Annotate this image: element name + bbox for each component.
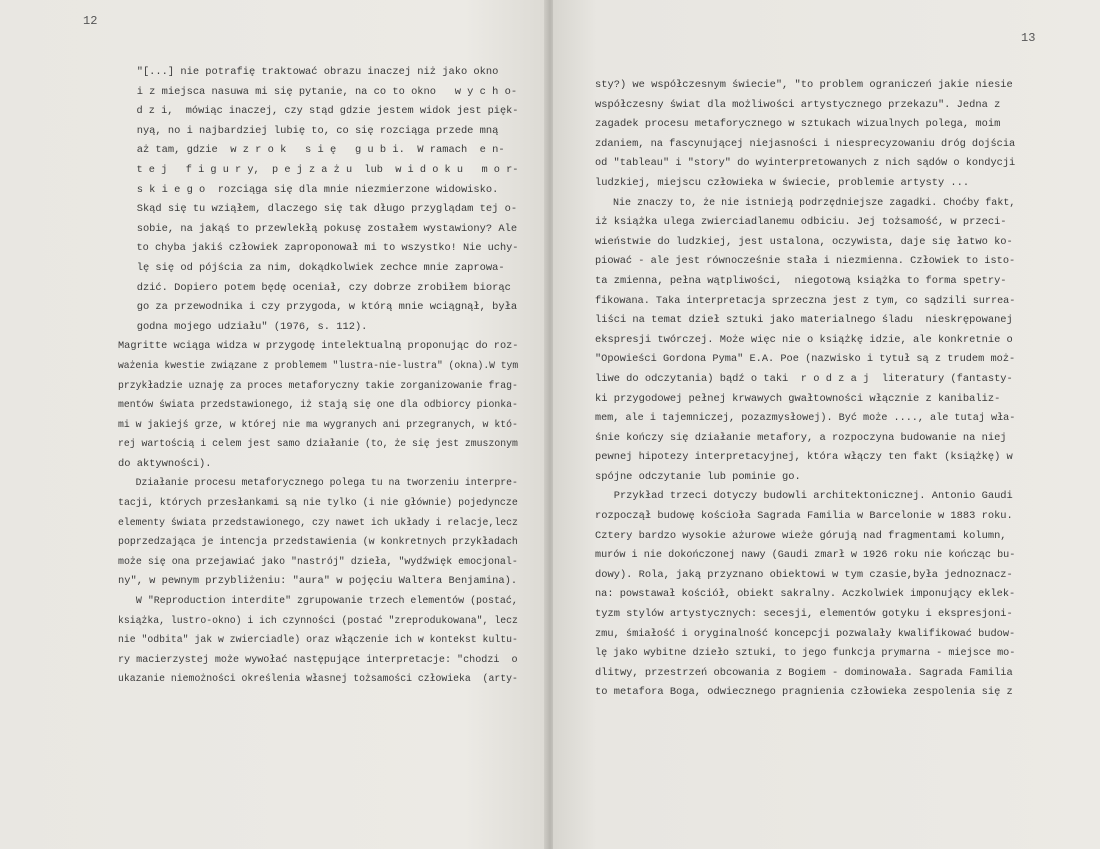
text-line: tacji, których przesłankami są nie tylko (i nie głównie) pojedyncze xyxy=(118,497,518,510)
text-line: go za przewodnika i czy przygoda, w którą mnie wciągnął, była xyxy=(118,301,518,314)
text-line: to metafora Boga, odwiecznego pragnienia człowieka zespolenia się z xyxy=(595,686,1013,699)
text-line: rozpoczął budowę kościoła Sagrada Familia w Barcelonie w 1883 roku. xyxy=(595,510,1013,523)
text-line: Cztery bardzo wysokie ażurowe wieże górują nad fragmentami kolumn, xyxy=(595,529,1007,542)
text-line: lę się od pójścia za nim, dokądkolwiek zechce mnie zaprowa- xyxy=(118,261,505,274)
text-line: poprzedzająca je intencja przedstawienia (w konkretnych przykładach xyxy=(118,536,518,549)
text-line: elementy świata przedstawionego, czy nawet ich układy i relacje,lecz xyxy=(118,516,518,529)
text-line: t e j f i g u r y, p e j z a ż u lub w i d o k u m o r- xyxy=(118,163,519,176)
text-line: pewnej hipotezy interpretacyjnej, która włączy ten fakt (książkę) w xyxy=(595,451,1013,464)
text-line: "[...] nie potrafię traktować obrazu inaczej niż jako okno xyxy=(118,66,499,78)
text-line: zdaniem, na fascynującej niejasności i niesprecyzowaniu dróg dojścia xyxy=(595,137,1016,150)
text-line: Działanie procesu metaforycznego polega tu na tworzeniu interpre- xyxy=(118,477,518,490)
text-line: murów i nie dokończonej nawy (Gaudi zmarł w 1926 roku nie kończąc bu- xyxy=(595,549,1016,562)
text-line: ważenia kwestie związane z problemem "lustra-nie-lustra" (okna).W tym xyxy=(118,359,519,372)
text-line: ukazanie niemożności określenia własnej tożsamości człowieka (arty- xyxy=(118,673,518,686)
text-line: nyą, no i najbardziej lubię to, co się rozciąga przede mną xyxy=(118,124,499,137)
text-line: przykładzie uznaję za proces metaforyczny takie zorganizowanie frag- xyxy=(118,379,518,392)
text-line: ry macierzystej może wywołać następujące interpretacje: "chodzi o xyxy=(118,653,518,666)
text-line: śnie kończy się działanie metafory, a rozpoczyna budowanie na niej xyxy=(595,431,1007,444)
text-line: ekspresji twórczej. Może więc nie o książkę idzie, ale konkretnie o xyxy=(595,333,1013,346)
text-line: może się ona przejawiać jako "nastrój" dzieła, "wydźwięk emocjonal- xyxy=(118,555,518,568)
text-line: Nie znaczy to, że nie istnieją podrzędniejsze zagadki. Choćby fakt, xyxy=(595,196,1016,209)
text-line: fikowana. Taka interpretacja sprzeczna jest z tym, co sądzili surrea- xyxy=(595,294,1016,307)
text-line: zagadek procesu metaforycznego w sztukach wizualnych polega, moim xyxy=(595,118,1001,131)
text-line: ta zmienna, pełna wątpliwości, niegotową książka to forma spetry- xyxy=(595,274,1007,287)
text-line: godna mojego udziału" (1976, s. 112). xyxy=(118,320,368,333)
text-line: spójne odczytanie lub pominie go. xyxy=(595,470,801,483)
text-line: zmu, śmiałość i oryginalność koncepcji pozwalały kwalifikować budow- xyxy=(595,627,1016,640)
text-line: sobie, na jakąś to przewlekłą pokusę zostałem wystawiony? Ale xyxy=(118,222,518,235)
text-line: ny", w pewnym przybliżeniu: "aura" w pojęciu Waltera Benjamina). xyxy=(118,575,518,588)
text-line: mi w jakiejś grze, w której nie ma wygranych ani przegranych, w któ- xyxy=(118,418,518,431)
text-line: dzić. Dopiero potem będę oceniał, czy dobrze zrobiłem biorąc xyxy=(118,281,511,294)
text-line: mentów świata przedstawionego, iż stają się one dla odbiorcy pionka- xyxy=(118,399,518,412)
text-line: d z i, mówiąc inaczej, czy stąd gdzie jestem widok jest pięk- xyxy=(118,105,519,118)
text-line: książka, lustro-okno) i ich czynności (postać "zreprodukowana", lecz xyxy=(118,614,518,627)
text-line: "Opowieści Gordona Pyma" E.A. Poe (nazwisko i tytuł są z trudem moż- xyxy=(595,353,1016,366)
text-line: Przykład trzeci dotyczy budowli architektonicznej. Antonio Gaudi xyxy=(595,490,1013,503)
text-line: ki przygodowej pełnej krwawych gwałtowności włącznie z kanibaliz- xyxy=(595,392,1001,405)
text-line: to chyba jakiś człowiek zaproponował mi to wszystko! Nie uchy- xyxy=(118,242,519,255)
text-line: aż tam, gdzie w z r o k s i ę g u b i. W ramach e n- xyxy=(118,144,505,157)
text-line: nie "odbita" jak w zwierciadle) oraz włączenie ich w kontekst kultu- xyxy=(118,634,518,647)
text-line: Magritte wciąga widza w przygodę intelektualną proponując do roz- xyxy=(118,340,519,353)
left-page-text xyxy=(118,63,518,690)
text-line: W "Reproduction interdite" zgrupowanie trzech elementów (postać, xyxy=(118,595,518,608)
text-line: dlitwy, przestrzeń obcowania z Bogiem - dominowała. Sagrada Familia xyxy=(595,666,1013,679)
text-line: liści na temat dzieł sztuki jako materialnego śladu nieskrępowanej xyxy=(595,314,1013,327)
text-line: dowy). Rola, jaką przyznano obiektowi w tym czasie,była jednoznacz- xyxy=(595,568,1013,581)
text-line: i z miejsca nasuwa mi się pytanie, na co to okno w y c h o- xyxy=(118,85,518,98)
text-line: współczesny świat dla możliwości artystycznego przekazu". Jedna z xyxy=(595,98,1001,111)
left-page xyxy=(0,0,547,849)
text-line: tyzm stylów artystycznych: secesji, elementów gotyku i ekspresjoni- xyxy=(595,608,1013,621)
text-line: s k i e g o rozciąga się dla mnie niezmierzone widowisko. xyxy=(118,183,499,196)
text-line: rej wartością i celem jest samo działanie (to, że się jest zmuszonym xyxy=(118,438,518,451)
text-line: sty?) we współczesnym świecie", "to problem ograniczeń jakie niesie xyxy=(595,79,1013,91)
right-page xyxy=(553,0,1100,849)
text-line: wieństwie do ludzkiej, jest ustalona, oczywista, daje się łatwo ko- xyxy=(595,235,1013,248)
text-line: iż książka ulega zwierciadlanemu odbiciu. Jej tożsamość, w przeci- xyxy=(595,216,1007,229)
text-line: liwe do odczytania) bądź o taki r o d z a j literatury (fantasty- xyxy=(595,372,1013,385)
text-line: mem, ale i tajemniczej, pozazmysłowej). Być może ...., ale tutaj wła- xyxy=(595,412,1016,425)
text-line: do aktywności). xyxy=(118,457,212,470)
text-line: piować - ale jest równocześnie stała i niezmienna. Człowiek to isto- xyxy=(595,255,1016,268)
page-number-left: 12 xyxy=(83,14,98,28)
text-line: lę jako wybitne dzieło sztuki, to jego funkcja prymarna - miejsce mo- xyxy=(595,647,1016,660)
page-number-right: 13 xyxy=(1021,31,1036,45)
text-line: ludzkiej, miejscu człowieka w świecie, problemie artysty ... xyxy=(595,176,970,189)
text-line: Skąd się tu wziąłem, dlaczego się tak długo przyglądam tej o- xyxy=(118,203,518,216)
text-line: na: powstawał kościół, obiekt sakralny. Aczkolwiek imponujący eklek- xyxy=(595,588,1016,601)
right-page-text xyxy=(595,76,1015,703)
text-line: od "tableau" i "story" do wyinterpretowanych z nich sądów o kondycji xyxy=(595,157,1016,170)
